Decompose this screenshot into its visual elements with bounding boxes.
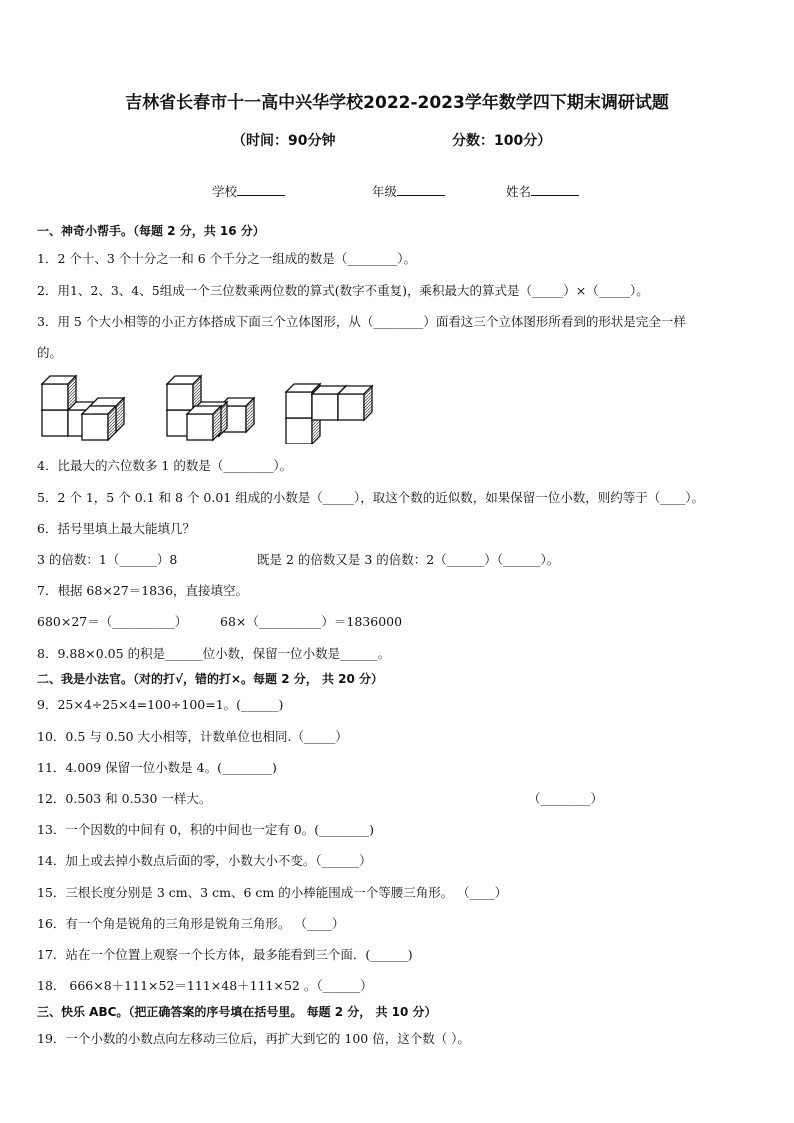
grade-label: 年级: [372, 184, 398, 199]
question-12: 12．0.503 和 0.530 一样大。: [37, 791, 212, 806]
section2-heading: 二、我是小法官。（对的打√，错的打×。每题 2 分， 共 20 分）: [37, 672, 383, 686]
question-10: 10．0.5 与 0.50 大小相等，计数单位也相同.（_____）: [37, 729, 348, 744]
cube-figure-1: [42, 376, 124, 440]
name-blank[interactable]: [531, 183, 579, 196]
question-19: 19．一个小数的小数点向左移动三位后，再扩大到它的 100 倍，这个数（ ）。: [37, 1031, 470, 1046]
time-label: （时间：90分钟: [232, 133, 336, 149]
score-label: 分数：100分）: [452, 133, 552, 149]
question-15: 15．三根长度分别是 3 cm、3 cm、6 cm 的小棒能围成一个等腰三角形。 （____）: [37, 885, 508, 900]
question-13: 13．一个因数的中间有 0，积的中间也一定有 0。(________): [37, 822, 375, 837]
school-field: [212, 182, 285, 200]
grade-field: [372, 182, 445, 200]
section3-heading: 三、快乐 ABC。（把正确答案的序号填在括号里。 每题 2 分， 共 10 分）: [37, 1005, 437, 1019]
question-11: 11．4.009 保留一位小数是 4。(________): [37, 760, 277, 775]
question-5: 5．2 个 1，5 个 0.1 和 8 个 0.01 组成的小数是（_____），取这个数的近似数，如果保留一位小数，则约等于（____）。: [37, 490, 704, 505]
question-16: 16．有一个角是锐角的三角形是锐角三角形。 （____）: [37, 916, 345, 931]
question-9: 9．25×4÷25×4=100÷100=1。(______): [37, 697, 284, 712]
question-6b: 既是 2 的倍数又是 3 的倍数：2（______）（______）。: [257, 552, 560, 567]
question-18: 18． 666×8＋111×52＝111×48＋111×52 。（______）: [37, 978, 373, 993]
cube-figure-3: [286, 384, 372, 444]
question-1: 1．2 个十、3 个十分之一和 6 个千分之一组成的数是（________）。: [37, 251, 416, 266]
grade-blank[interactable]: [397, 183, 445, 196]
section1-heading: 一、神奇小帮手。（每题 2 分，共 16 分）: [37, 224, 265, 238]
name-field: [506, 182, 579, 200]
question-3-line2: 的。: [37, 345, 63, 360]
cube-figures: [40, 372, 400, 444]
question-7b: 68×（__________）＝1836000: [220, 614, 403, 629]
question-3-line1: 3．用 5 个大小相等的小正方体搭成下面三个立体图形，从（________）面看这三个立体图形所看到的形状是完全一样: [37, 314, 686, 329]
question-6a: 3 的倍数：1（______）8: [37, 552, 178, 567]
cube-figure-2: [167, 376, 254, 440]
question-7a: 680×27＝（__________）: [37, 614, 188, 629]
school-blank[interactable]: [237, 183, 285, 196]
question-14: 14．加上或去掉小数点后面的零，小数大小不变。（______）: [37, 853, 372, 868]
question-7: 7．根据 68×27＝1836，直接填空。: [37, 583, 249, 598]
school-label: 学校: [212, 184, 238, 199]
page-title: 吉林省长春市十一高中兴华学校2022-2023学年数学四下期末调研试题: [125, 93, 669, 113]
question-8: 8．9.88×0.05 的积是______位小数，保留一位小数是______。: [37, 646, 391, 661]
question-2: 2．用1、2、3、4、5组成一个三位数乘两位数的算式(数字不重复)，乘积最大的算式是（_____）×（_____）。: [37, 283, 649, 298]
question-6: 6．括号里填上最大能填几？: [37, 521, 195, 536]
question-4: 4．比最大的六位数多 1 的数是（________）。: [37, 458, 293, 473]
question-12-blank[interactable]: （________）: [528, 791, 604, 806]
name-label: 姓名: [506, 184, 532, 199]
question-17: 17．站在一个位置上观察一个长方体，最多能看到三个面．(______): [37, 947, 413, 962]
